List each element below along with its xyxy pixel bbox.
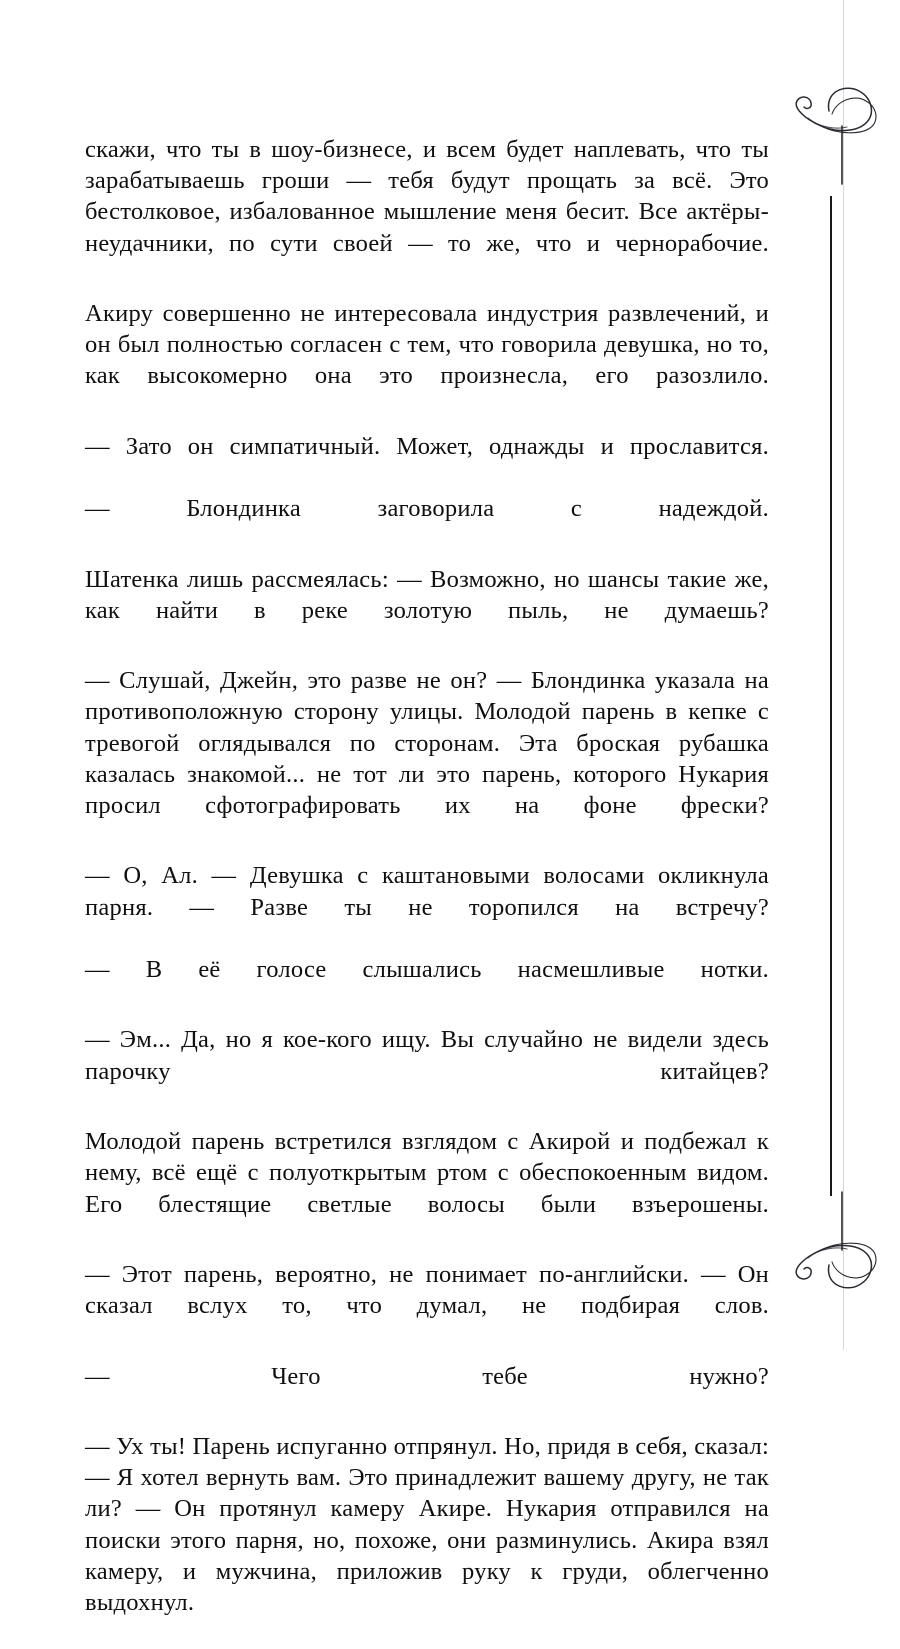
flourish-ornament-top — [775, 80, 891, 184]
paragraph: — Этот парень, вероятно, не понимает по-английски. — Он сказал вслух то, что думал, не подбирая слов. — [85, 1260, 769, 1320]
paragraph: Шатенка лишь рассмеялась: — Возможно, но шансы такие же, как найти в реке золотую пыль, не думаешь? — [85, 565, 769, 624]
paragraph: Молодой парень встретился взглядом с Акирой и подбежал к нему, всё ещё с полуоткрытым ртом с обеспокоенным видом. Его блестящие светлые волосы были взъерошены. — [85, 1128, 769, 1218]
paragraph: Акиру совершенно не интересовала индустрия развлечений, и он был полностью согласен с тем, что говорила девушка, но то, как высокомерно она это произнесла, его разозлило. — [85, 300, 769, 390]
vertical-divider-rule — [830, 196, 832, 1196]
paragraph: скажи, что ты в шоу-бизнесе, и всем будет наплевать, что ты зарабатываешь гроши — тебя будут прощать за всё. Это бестолковое, избалованное мышление меня бесит. Все актёры-неудачники, по сути своей — то же, что и чернорабочие. — [85, 136, 769, 257]
flourish-ornament-bottom — [775, 1192, 891, 1296]
paragraph: — В её голосе слышались насмешливые нотки. — [85, 956, 769, 984]
paragraph: — Зато он симпатичный. Может, однажды и прославится. — [85, 432, 769, 460]
body-text-column — [85, 134, 769, 1649]
paragraph: — Ух ты! Парень испуганно отпрянул. Но, придя в себя, сказал: — Я хотел вернуть вам. Это принадлежит вашему другу, не так ли? — Он протянул камеру Акире. Нукария отправился на поиски этого парня, но, похоже, они разминулись. Акира взял камеру, и мужчина, приложив руку к груди, облегченно выдохнул. — [85, 1432, 770, 1616]
paragraph: — Чего тебе нужно? — [85, 1362, 769, 1390]
paragraph: — Слушай, Джейн, это разве не он? — Блондинка указала на противоположную сторону улицы. Молодой парень в кепке с тревогой оглядывался по сторонам. Эта броская рубашка казалась знакомой... не тот ли это парень, которого Нукария просил сфотографировать их на фоне фрески? — [85, 667, 769, 820]
paragraph: — Эм... Да, но я кое-кого ищу. Вы случайно не видели здесь парочку китайцев? — [85, 1026, 769, 1085]
paragraph: — Блондинка заговорила с надеждой. — [85, 495, 769, 523]
paragraph: — О, Ал. — Девушка с каштановыми волосами окликнула парня. — Разве ты не торопился на встречу? — [85, 862, 769, 921]
page-edge-line — [843, 0, 844, 1350]
